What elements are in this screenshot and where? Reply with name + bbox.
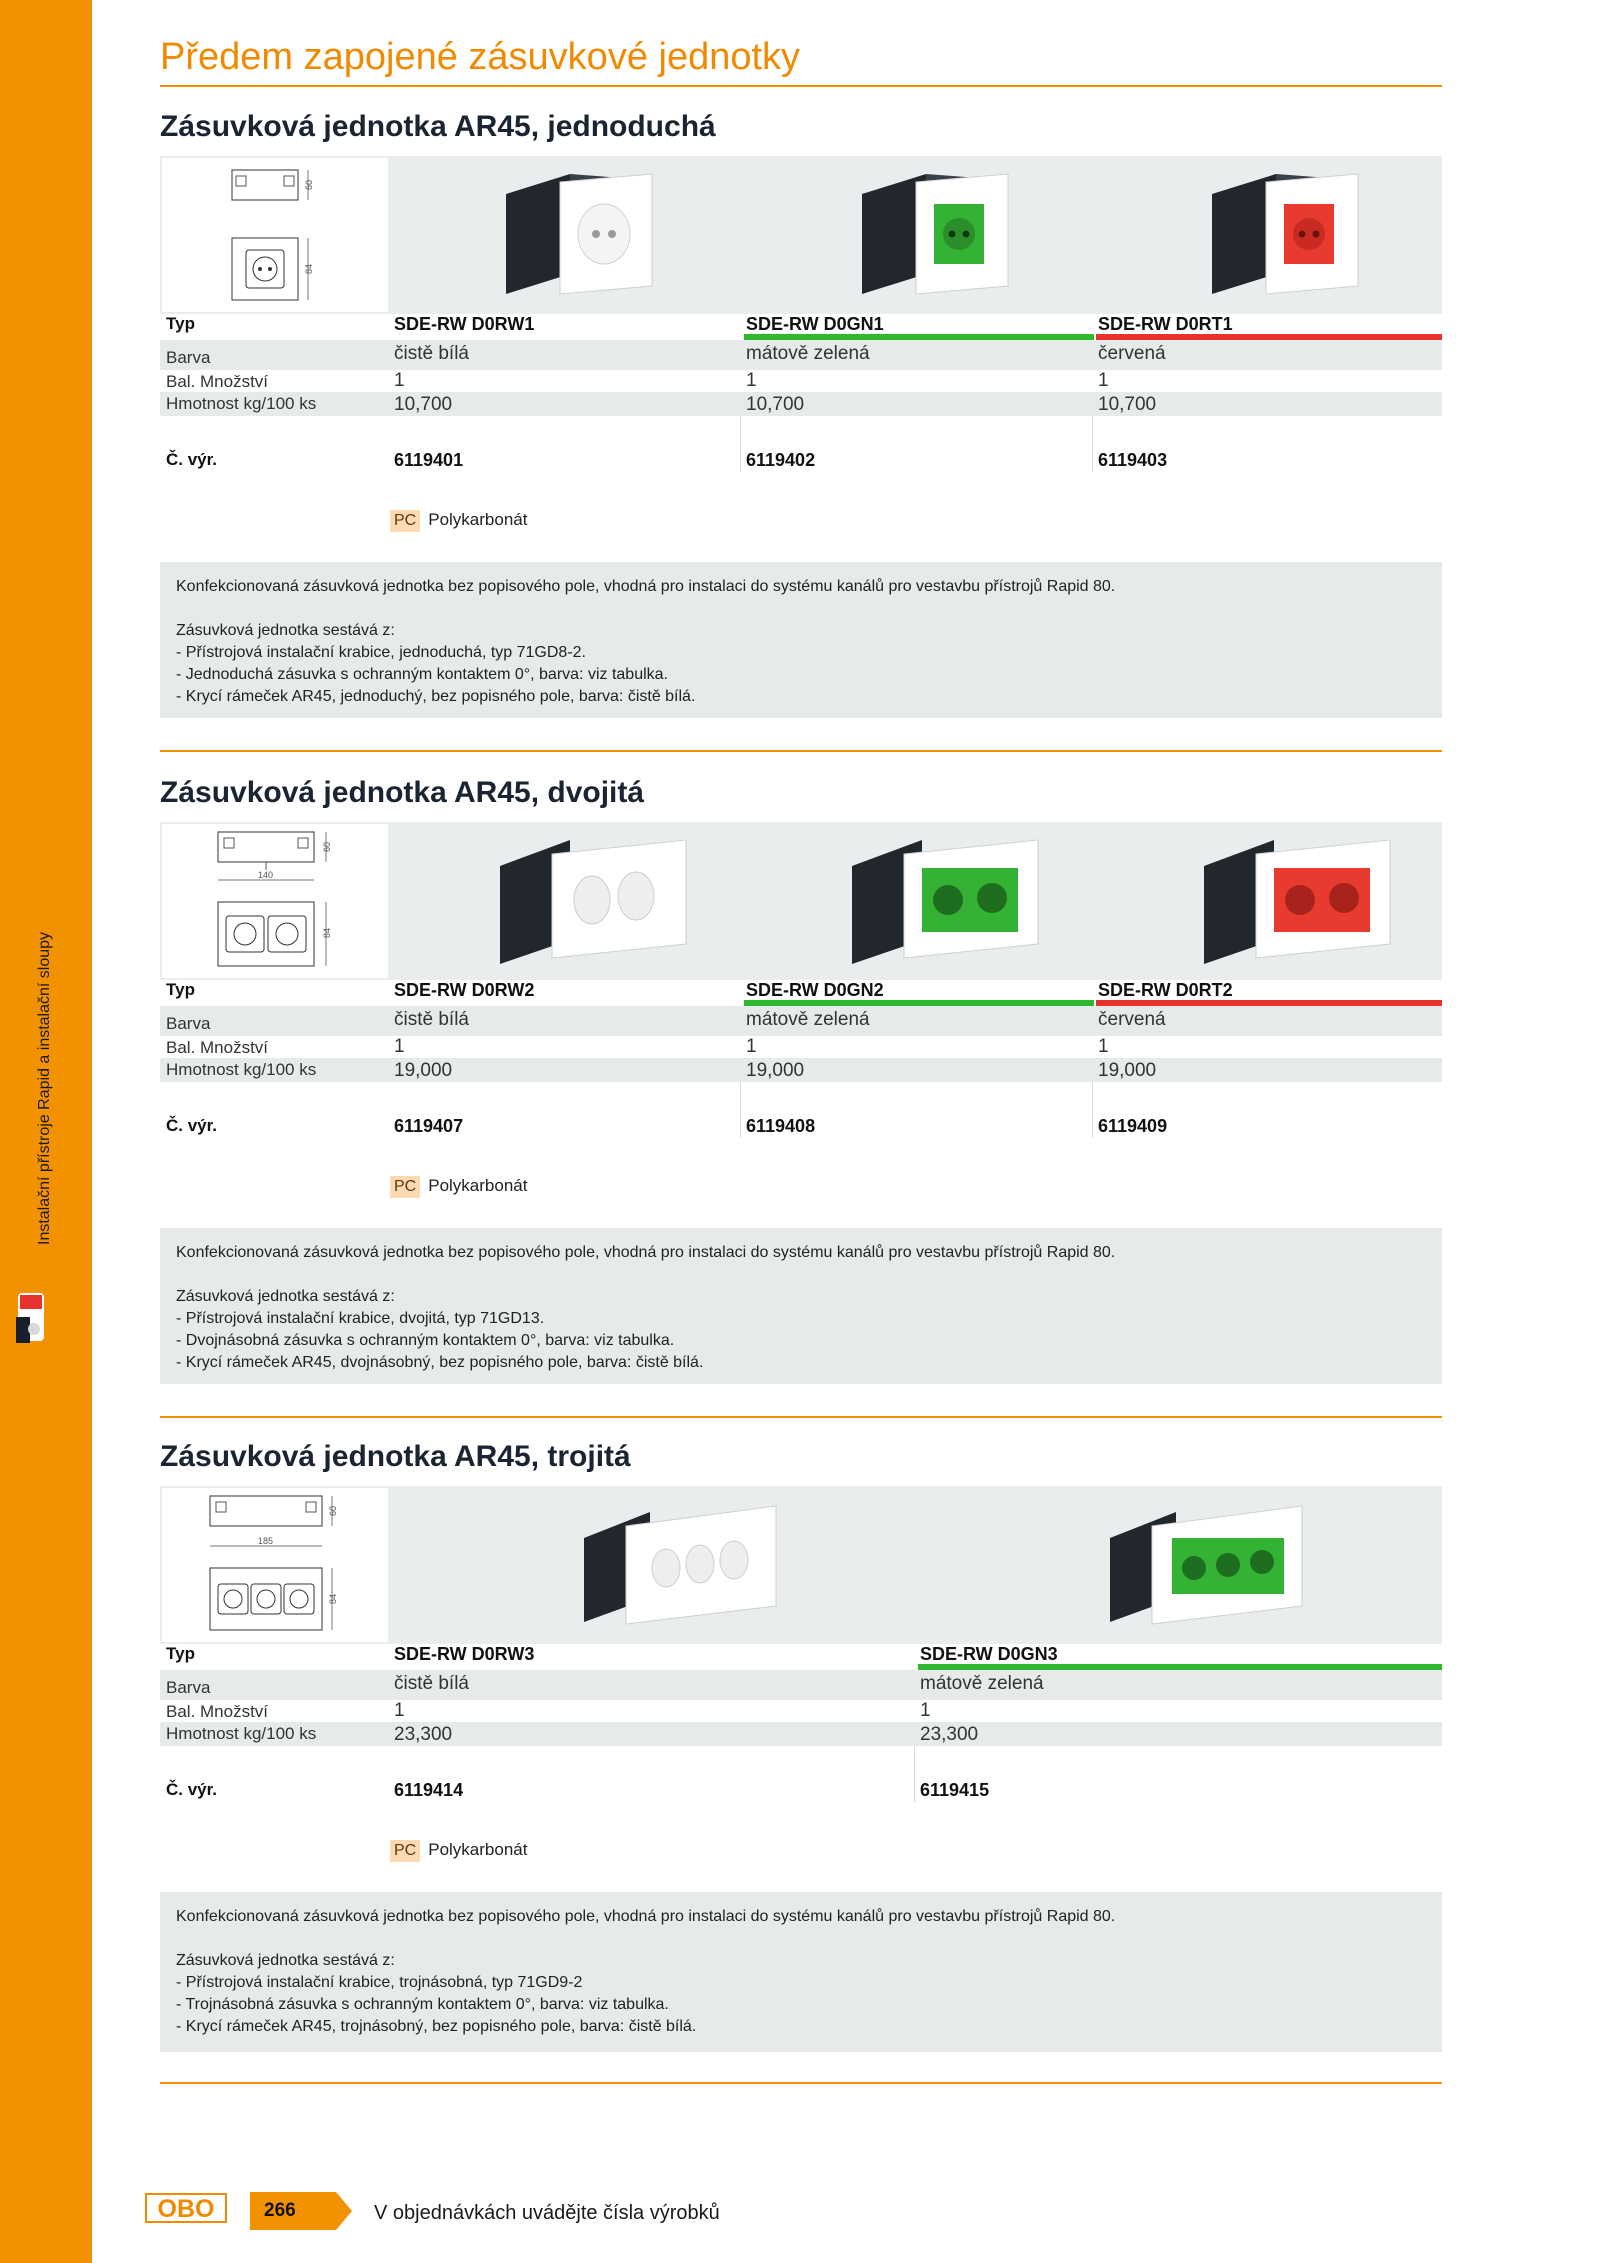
product-color: čistě bílá [394, 343, 469, 364]
product-qty: 1 [1098, 370, 1109, 391]
order-number: 6119403 [1098, 450, 1168, 470]
consists-item: - Krycí rámeček AR45, dvojnásobný, bez popisného pole, barva: čistě bílá. [176, 1354, 704, 1371]
product-color: mátově zelená [746, 1009, 870, 1030]
page-number: 266 [264, 2200, 296, 2221]
product-weight: 10,700 [746, 394, 805, 415]
description-box [160, 1892, 1442, 2052]
table-row-order [160, 1116, 1442, 1138]
order-number: 6119409 [1098, 1116, 1168, 1136]
product-type: SDE-RW D0RT2 [1098, 980, 1233, 1000]
product-type: SDE-RW D0GN2 [746, 980, 884, 1000]
label-typ: Typ [166, 980, 195, 999]
product-qty: 1 [920, 1700, 931, 1721]
consists-title: Zásuvková jednotka sestává z: [176, 1952, 395, 1969]
product-color: červená [1098, 1009, 1166, 1030]
table-row-qty [160, 1036, 1442, 1058]
dim-height-label: 60 [322, 841, 332, 852]
consists-item: - Trojnásobná zásuvka s ochranným kontaktem 0°, barva: viz tabulka. [176, 1996, 669, 2013]
product-color: čistě bílá [394, 1673, 469, 1694]
product-qty: 1 [746, 370, 757, 391]
product-table [160, 314, 1442, 470]
product-qty: 1 [394, 1700, 405, 1721]
section-title: Zásuvková jednotka AR45, trojitá [160, 1440, 631, 1473]
section-title: Zásuvková jednotka AR45, dvojitá [160, 776, 645, 809]
product-color: mátově zelená [746, 343, 870, 364]
footer-note: V objednávkách uvádějte čísla výrobků [374, 2202, 720, 2224]
technical-drawing [162, 158, 388, 312]
consists-item: - Krycí rámeček AR45, trojnásobný, bez popisného pole, barva: čistě bílá. [176, 2018, 697, 2035]
product-qty: 1 [394, 370, 405, 391]
material-line [390, 1840, 527, 1862]
product-image-red [1206, 164, 1366, 306]
material-badge: PC [390, 1840, 420, 1862]
title-divider [160, 85, 1442, 87]
consists-title: Zásuvková jednotka sestává z: [176, 622, 395, 639]
material-line [390, 1176, 527, 1198]
product-color: čistě bílá [394, 1009, 469, 1030]
section-triple [160, 1440, 1442, 2084]
product-image-green [848, 830, 1048, 972]
dim-front-label: 84 [322, 927, 332, 938]
order-number: 6119415 [920, 1780, 990, 1800]
description-box [160, 562, 1442, 718]
image-row [160, 1486, 1442, 1644]
table-row-order [160, 450, 1442, 472]
product-weight: 23,300 [920, 1724, 979, 1745]
dim-front-label: 84 [304, 263, 314, 274]
product-table [160, 1644, 1442, 1800]
table-row-order [160, 1780, 1442, 1802]
product-thumbnail-icon [12, 1283, 54, 1359]
label-typ: Typ [166, 1644, 195, 1663]
label-order: Č. výr. [166, 1780, 218, 1799]
product-color: mátově zelená [920, 1673, 1044, 1694]
dim-front-label: 84 [328, 1593, 338, 1604]
product-table [160, 980, 1442, 1136]
consists-item: - Přístrojová instalační krabice, jednoduchá, typ 71GD8-2. [176, 644, 586, 661]
label-barva: Barva [166, 1678, 211, 1697]
table-row-color [160, 340, 1442, 370]
product-qty: 1 [1098, 1036, 1109, 1057]
material-name: Polykarbonát [428, 1840, 528, 1859]
order-number: 6119407 [394, 1116, 464, 1136]
dim-width-label: 140 [258, 870, 274, 880]
product-image-white [496, 830, 696, 972]
consists-item: - Krycí rámeček AR45, jednoduchý, bez popisného pole, barva: čistě bílá. [176, 688, 696, 705]
product-weight: 23,300 [394, 1724, 453, 1745]
table-row-weight [160, 392, 1442, 416]
table-row-type [160, 1644, 1442, 1664]
product-type: SDE-RW D0GN3 [920, 1644, 1058, 1664]
label-hmotnost: Hmotnost kg/100 ks [166, 1724, 317, 1743]
order-number: 6119401 [394, 450, 464, 470]
page-title: Předem zapojené zásuvkové jednotky [160, 36, 801, 78]
image-row [160, 156, 1442, 314]
product-type: SDE-RW D0RW2 [394, 980, 535, 1000]
dim-width-label: 185 [258, 1536, 274, 1546]
table-row-type [160, 980, 1442, 1000]
label-bal: Bal. Množství [166, 1702, 269, 1721]
consists-item: - Přístrojová instalační krabice, trojnásobná, typ 71GD9-2 [176, 1974, 583, 1991]
description-text: Konfekcionovaná zásuvková jednotka bez popisového pole, vhodná pro instalaci do systému kanálů pro vestavbu přístrojů Rapid 80. [176, 578, 1116, 595]
description-text: Konfekcionovaná zásuvková jednotka bez popisového pole, vhodná pro instalaci do systému kanálů pro vestavbu přístrojů Rapid 80. [176, 1908, 1116, 1925]
table-row-qty [160, 370, 1442, 392]
label-typ: Typ [166, 314, 195, 333]
label-barva: Barva [166, 1014, 211, 1033]
table-row-weight [160, 1722, 1442, 1746]
logo-text: OBO [157, 2195, 215, 2223]
material-name: Polykarbonát [428, 1176, 528, 1195]
image-row [160, 822, 1442, 980]
obo-logo [145, 2192, 227, 2224]
table-row-weight [160, 1058, 1442, 1082]
product-image-green [1106, 1494, 1306, 1636]
product-image-green [856, 164, 1016, 306]
product-image-red [1200, 830, 1400, 972]
technical-drawing [162, 824, 388, 978]
side-category-label: Instalační přístroje Rapid a instalační sloupy [36, 931, 53, 1245]
table-row-color [160, 1006, 1442, 1036]
consists-item: - Dvojnásobná zásuvka s ochranným kontaktem 0°, barva: viz tabulka. [176, 1332, 675, 1349]
consists-item: - Přístrojová instalační krabice, dvojitá, typ 71GD13. [176, 1310, 545, 1327]
product-image-white [580, 1494, 780, 1636]
table-row-type [160, 314, 1442, 334]
order-number: 6119414 [394, 1780, 464, 1800]
section-title: Zásuvková jednotka AR45, jednoduchá [160, 110, 716, 143]
label-bal: Bal. Množství [166, 1038, 269, 1057]
section-double [160, 776, 1442, 1416]
section-divider [160, 1416, 1442, 1418]
label-hmotnost: Hmotnost kg/100 ks [166, 1060, 317, 1079]
section-divider [160, 750, 1442, 752]
table-row-qty [160, 1700, 1442, 1722]
dim-height-label: 60 [304, 179, 314, 190]
order-number: 6119408 [746, 1116, 816, 1136]
label-hmotnost: Hmotnost kg/100 ks [166, 394, 317, 413]
product-type: SDE-RW D0GN1 [746, 314, 884, 334]
product-qty: 1 [394, 1036, 405, 1057]
product-weight: 19,000 [746, 1060, 805, 1081]
label-bal: Bal. Množství [166, 372, 269, 391]
table-row-color [160, 1670, 1442, 1700]
label-order: Č. výr. [166, 450, 218, 469]
consists-title: Zásuvková jednotka sestává z: [176, 1288, 395, 1305]
product-qty: 1 [746, 1036, 757, 1057]
material-name: Polykarbonát [428, 510, 528, 529]
description-text: Konfekcionovaná zásuvková jednotka bez popisového pole, vhodná pro instalaci do systému kanálů pro vestavbu přístrojů Rapid 80. [176, 1244, 1116, 1261]
product-image-white [500, 164, 660, 306]
material-badge: PC [390, 510, 420, 532]
consists-item: - Jednoduchá zásuvka s ochranným kontaktem 0°, barva: viz tabulka. [176, 666, 668, 683]
order-number: 6119402 [746, 450, 816, 470]
product-weight: 10,700 [1098, 394, 1157, 415]
section-divider [160, 2082, 1442, 2084]
label-order: Č. výr. [166, 1116, 218, 1135]
product-type: SDE-RW D0RW3 [394, 1644, 535, 1664]
product-weight: 19,000 [1098, 1060, 1157, 1081]
description-box [160, 1228, 1442, 1384]
product-color: červená [1098, 343, 1166, 364]
dim-height-label: 60 [328, 1505, 338, 1516]
product-weight: 19,000 [394, 1060, 453, 1081]
product-type: SDE-RW D0RT1 [1098, 314, 1233, 334]
product-weight: 10,700 [394, 394, 453, 415]
material-badge: PC [390, 1176, 420, 1198]
product-type: SDE-RW D0RW1 [394, 314, 535, 334]
technical-drawing [162, 1488, 388, 1642]
label-barva: Barva [166, 348, 211, 367]
section-single [160, 110, 1442, 750]
material-line [390, 510, 527, 532]
